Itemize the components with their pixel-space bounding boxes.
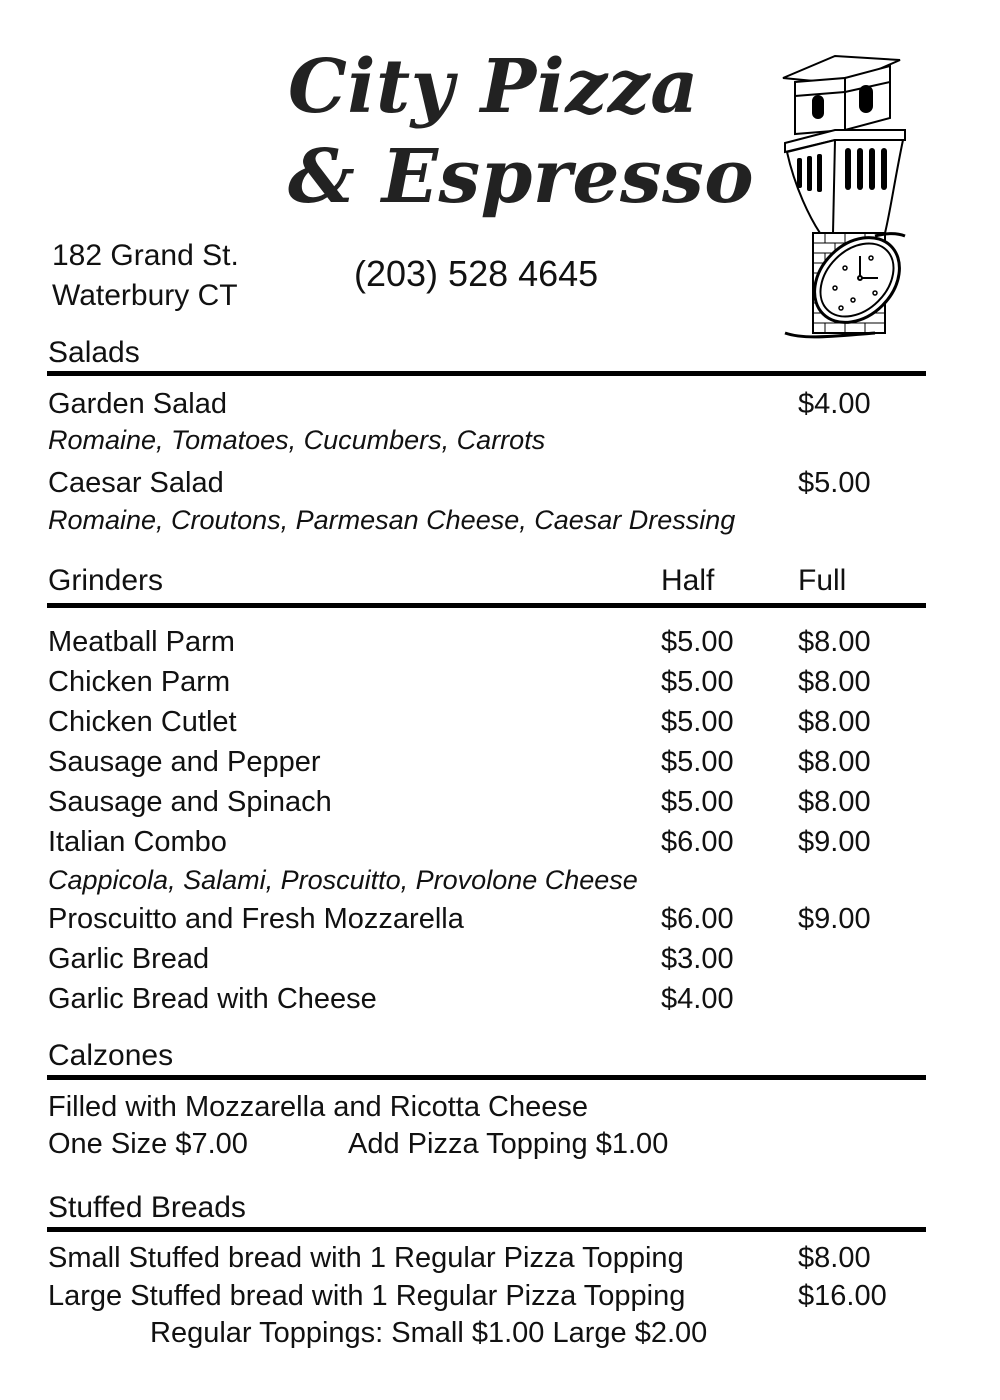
calzone-description: Filled with Mozzarella and Ricotta Cheese — [48, 1091, 588, 1123]
menu-item-price: $4.00 — [798, 388, 871, 420]
section-title-stuffed-breads: Stuffed Breads — [48, 1191, 246, 1224]
phone-number: (203) 528 4645 — [354, 253, 599, 294]
menu-item-name: Garden Salad — [48, 388, 227, 420]
menu-item-price-full: $8.00 — [798, 666, 871, 698]
section-title-calzones: Calzones — [48, 1039, 174, 1072]
section-title-grinders: Grinders — [48, 564, 164, 597]
menu-item-name: Chicken Parm — [48, 666, 231, 698]
menu-item-price-half: $3.00 — [661, 943, 734, 975]
menu-item-name: Meatball Parm — [48, 626, 235, 658]
menu-item-name: Garlic Bread with Cheese — [48, 983, 377, 1015]
menu-item-name: Italian Combo — [48, 826, 227, 858]
menu-item-name: Proscuitto and Fresh Mozzarella — [48, 903, 464, 935]
menu-item-price-full: $9.00 — [798, 903, 871, 935]
menu-item-price-half: $5.00 — [661, 786, 734, 818]
menu-item-price-half: $6.00 — [661, 826, 734, 858]
menu-item-description: Romaine, Tomatoes, Cucumbers, Carrots — [48, 425, 546, 455]
section-title-salads: Salads — [48, 336, 140, 369]
menu-item-price-full: $8.00 — [798, 746, 871, 778]
menu-item-name: Caesar Salad — [48, 467, 224, 499]
menu-item-price-half: $5.00 — [661, 746, 734, 778]
section-divider — [47, 1227, 926, 1232]
address-street: 182 Grand St. — [52, 239, 239, 272]
column-header-full: Full — [798, 564, 847, 597]
restaurant-title-line2: & Espresso — [288, 134, 755, 220]
menu-item-price-half: $5.00 — [661, 666, 734, 698]
menu-item-price-full: $8.00 — [798, 786, 871, 818]
restaurant-title-line1: City Pizza — [288, 44, 699, 130]
menu-item-price-full: $8.00 — [798, 626, 871, 658]
menu-item-name: Large Stuffed bread with 1 Regular Pizza Topping — [48, 1280, 686, 1312]
clock-tower-pizza-icon — [775, 48, 925, 348]
section-divider — [47, 371, 926, 376]
address-city: Waterbury CT — [52, 278, 238, 312]
menu-item-name: Chicken Cutlet — [48, 706, 237, 738]
menu-item-price-half: $5.00 — [661, 706, 734, 738]
menu-item-description: Cappicola, Salami, Proscuitto, Provolone Cheese — [48, 865, 638, 895]
calzone-price: One Size $7.00 — [48, 1128, 248, 1160]
menu-item-price-half: $4.00 — [661, 983, 734, 1015]
menu-item-name: Garlic Bread — [48, 943, 210, 975]
menu-item-description: Romaine, Croutons, Parmesan Cheese, Caesar Dressing — [48, 505, 736, 535]
menu-item-price-half: $5.00 — [661, 626, 734, 658]
menu-item-price-full: $9.00 — [798, 826, 871, 858]
menu-item-price: $16.00 — [798, 1280, 887, 1312]
section-divider — [47, 603, 926, 608]
menu-item-price-full: $8.00 — [798, 706, 871, 738]
menu-item-price: $5.00 — [798, 467, 871, 499]
menu-item-price-half: $6.00 — [661, 903, 734, 935]
column-header-half: Half — [661, 564, 715, 597]
menu-item-name: Small Stuffed bread with 1 Regular Pizza Topping — [48, 1242, 684, 1274]
menu-item-name: Sausage and Pepper — [48, 746, 321, 778]
toppings-note: Regular Toppings: Small $1.00 Large $2.00 — [150, 1317, 708, 1349]
section-divider — [47, 1075, 926, 1080]
calzone-add-topping: Add Pizza Topping $1.00 — [348, 1128, 669, 1160]
address — [52, 236, 239, 315]
menu-item-price: $8.00 — [798, 1242, 871, 1274]
menu-item-name: Sausage and Spinach — [48, 786, 332, 818]
